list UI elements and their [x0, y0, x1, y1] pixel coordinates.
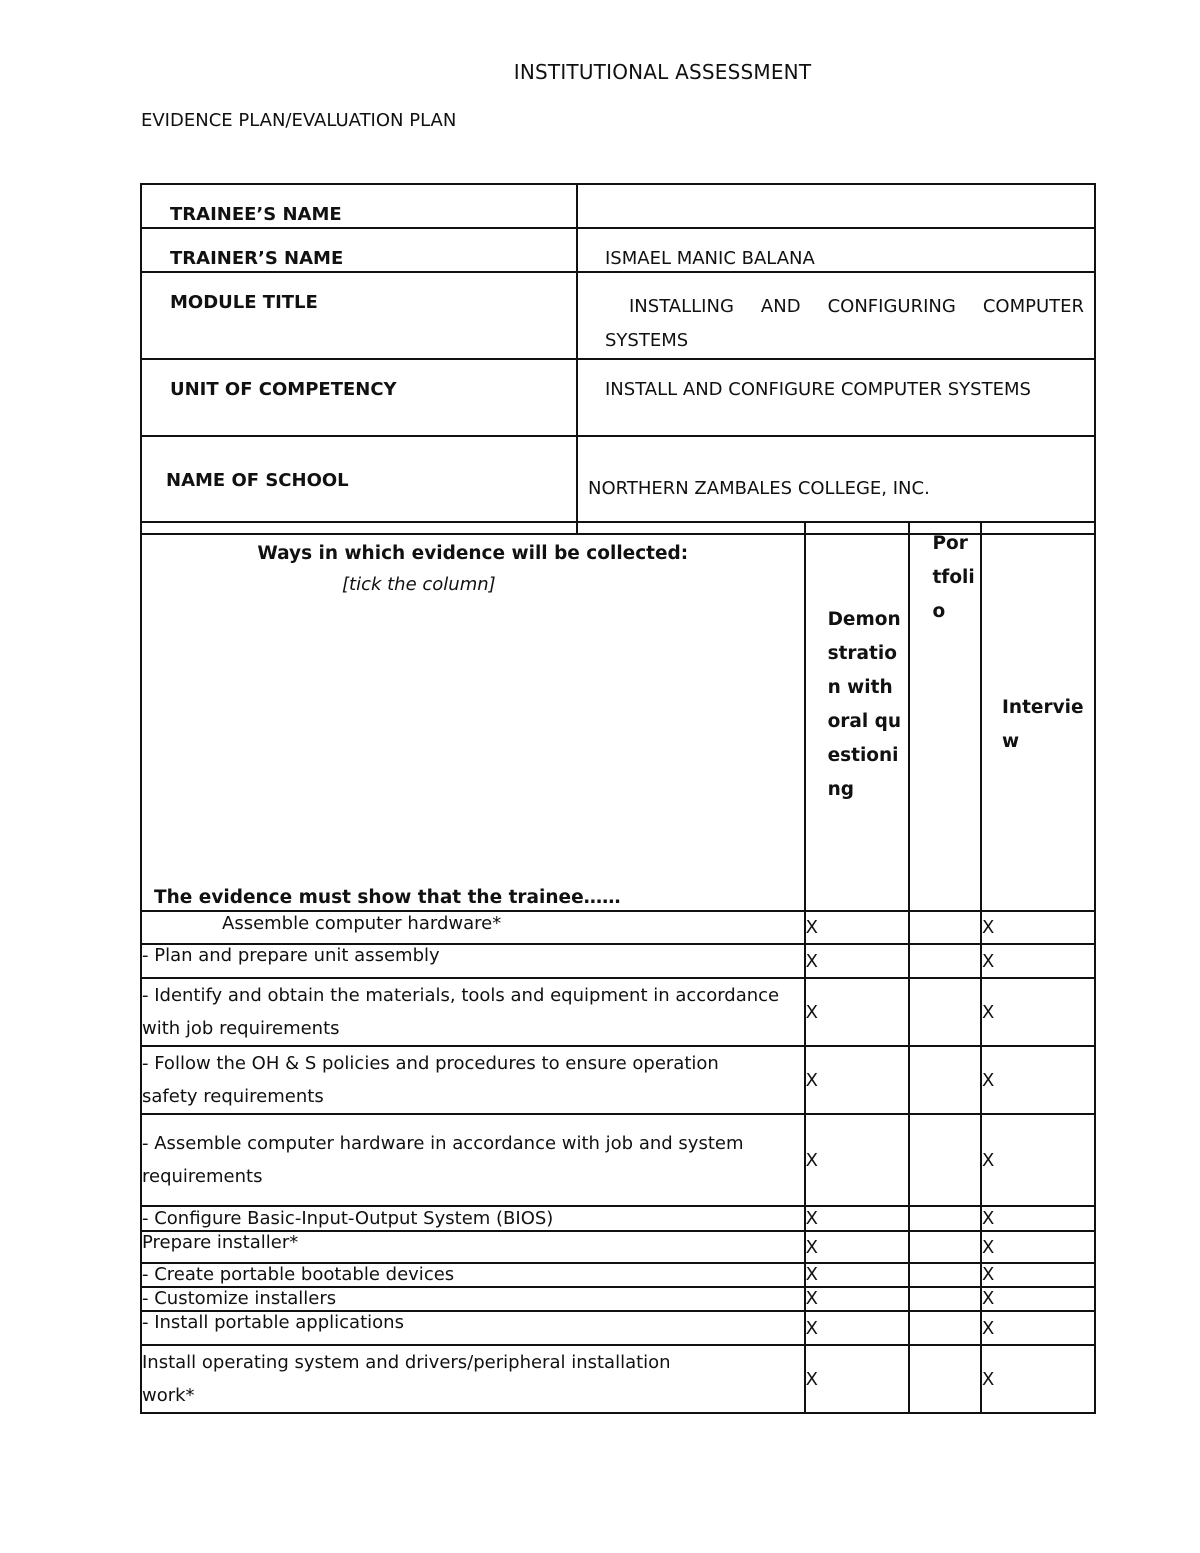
- criterion-text: - Install portable applications: [141, 1311, 805, 1345]
- interview-mark: X: [981, 1046, 1095, 1114]
- trainee-name-value: [577, 184, 1095, 228]
- portfolio-mark: [909, 1311, 981, 1345]
- demo-mark: X: [805, 1263, 910, 1287]
- module-title-value: INSTALLING AND CONFIGURING COMPUTER SYSTEMS: [577, 272, 1095, 359]
- evidence-header-row: [141, 522, 1095, 911]
- portfolio-mark: [909, 1345, 981, 1413]
- table-row: [141, 911, 1095, 944]
- criterion-text: - Plan and prepare unit assembly: [141, 944, 805, 978]
- column-demonstration-label: Demonstration with oral questioning: [827, 609, 902, 800]
- school-name-label: NAME OF SCHOOL: [141, 436, 577, 534]
- portfolio-mark: [909, 911, 981, 944]
- interview-mark: X: [981, 1311, 1095, 1345]
- criterion-text: - Assemble computer hardware in accordance with job and system requirements: [141, 1114, 805, 1206]
- demo-mark: X: [805, 1114, 910, 1206]
- evidence-heading: Ways in which evidence will be collected:: [257, 543, 689, 564]
- interview-mark: X: [981, 911, 1095, 944]
- table-row: [141, 978, 1095, 1046]
- document-title: INSTITUTIONAL ASSESSMENT: [513, 60, 812, 84]
- table-row: [141, 1263, 1095, 1287]
- unit-of-competency-value: INSTALL AND CONFIGURE COMPUTER SYSTEMS: [577, 359, 1095, 436]
- portfolio-mark: [909, 1046, 981, 1114]
- demo-mark: X: [805, 1311, 910, 1345]
- module-title-label: MODULE TITLE: [141, 272, 577, 359]
- column-interview: [981, 522, 1095, 911]
- table-row: [141, 1114, 1095, 1206]
- table-row: [141, 1287, 1095, 1311]
- demo-mark: X: [805, 1345, 910, 1413]
- document-subtitle: EVIDENCE PLAN/EVALUATION PLAN: [141, 110, 457, 131]
- demo-mark: X: [805, 1206, 910, 1231]
- criterion-text: - Create portable bootable devices: [141, 1263, 805, 1287]
- table-row: [141, 1231, 1095, 1263]
- column-demonstration: [805, 522, 910, 911]
- info-row-school: [141, 436, 1095, 534]
- table-row: [141, 944, 1095, 978]
- portfolio-mark: [909, 978, 981, 1046]
- info-row-unit: [141, 359, 1095, 436]
- criterion-text: - Configure Basic-Input-Output System (BIOS): [141, 1206, 805, 1231]
- trainer-name-label: TRAINER’S NAME: [141, 228, 577, 272]
- evidence-must-show: The evidence must show that the trainee……: [154, 887, 621, 908]
- info-row-trainee: [141, 184, 1095, 228]
- criterion-text: - Identify and obtain the materials, tools and equipment in accordance with job requirements: [141, 978, 805, 1046]
- interview-mark: X: [981, 1287, 1095, 1311]
- criterion-text: Prepare installer*: [141, 1231, 805, 1263]
- demo-mark: X: [805, 978, 910, 1046]
- table-row: [141, 1206, 1095, 1231]
- school-name-value: NORTHERN ZAMBALES COLLEGE, INC.: [577, 436, 1095, 534]
- demo-mark: X: [805, 944, 910, 978]
- portfolio-mark: [909, 1263, 981, 1287]
- demo-mark: X: [805, 1231, 910, 1263]
- interview-mark: X: [981, 944, 1095, 978]
- interview-mark: X: [981, 1345, 1095, 1413]
- trainer-name-value: ISMAEL MANIC BALANA: [577, 228, 1095, 272]
- column-portfolio-label: Portfolio: [932, 533, 975, 622]
- evidence-table: [140, 521, 1096, 1414]
- trainee-name-label: TRAINEE’S NAME: [141, 184, 577, 228]
- portfolio-mark: [909, 1206, 981, 1231]
- portfolio-mark: [909, 944, 981, 978]
- portfolio-mark: [909, 1114, 981, 1206]
- column-portfolio: [909, 522, 981, 911]
- demo-mark: X: [805, 1287, 910, 1311]
- interview-mark: X: [981, 1114, 1095, 1206]
- demo-mark: X: [805, 1046, 910, 1114]
- demo-mark: X: [805, 911, 910, 944]
- unit-of-competency-label: UNIT OF COMPETENCY: [141, 359, 577, 436]
- evidence-header-cell: [141, 522, 805, 911]
- interview-mark: X: [981, 1263, 1095, 1287]
- portfolio-mark: [909, 1287, 981, 1311]
- criterion-text: Assemble computer hardware*: [141, 911, 805, 944]
- table-row: [141, 1046, 1095, 1114]
- portfolio-mark: [909, 1231, 981, 1263]
- interview-mark: X: [981, 978, 1095, 1046]
- info-table: [140, 183, 1096, 535]
- interview-mark: X: [981, 1206, 1095, 1231]
- criterion-text: - Follow the OH & S policies and procedures to ensure operation safety requirements: [141, 1046, 805, 1114]
- info-row-module: [141, 272, 1095, 359]
- evidence-instruction: [tick the column]: [342, 574, 496, 595]
- column-interview-label: Interview: [1002, 697, 1084, 752]
- table-row: [141, 1311, 1095, 1345]
- criterion-text: - Customize installers: [141, 1287, 805, 1311]
- criterion-text: Install operating system and drivers/peripheral installation work*: [141, 1345, 805, 1413]
- interview-mark: X: [981, 1231, 1095, 1263]
- info-row-trainer: [141, 228, 1095, 272]
- table-row: [141, 1345, 1095, 1413]
